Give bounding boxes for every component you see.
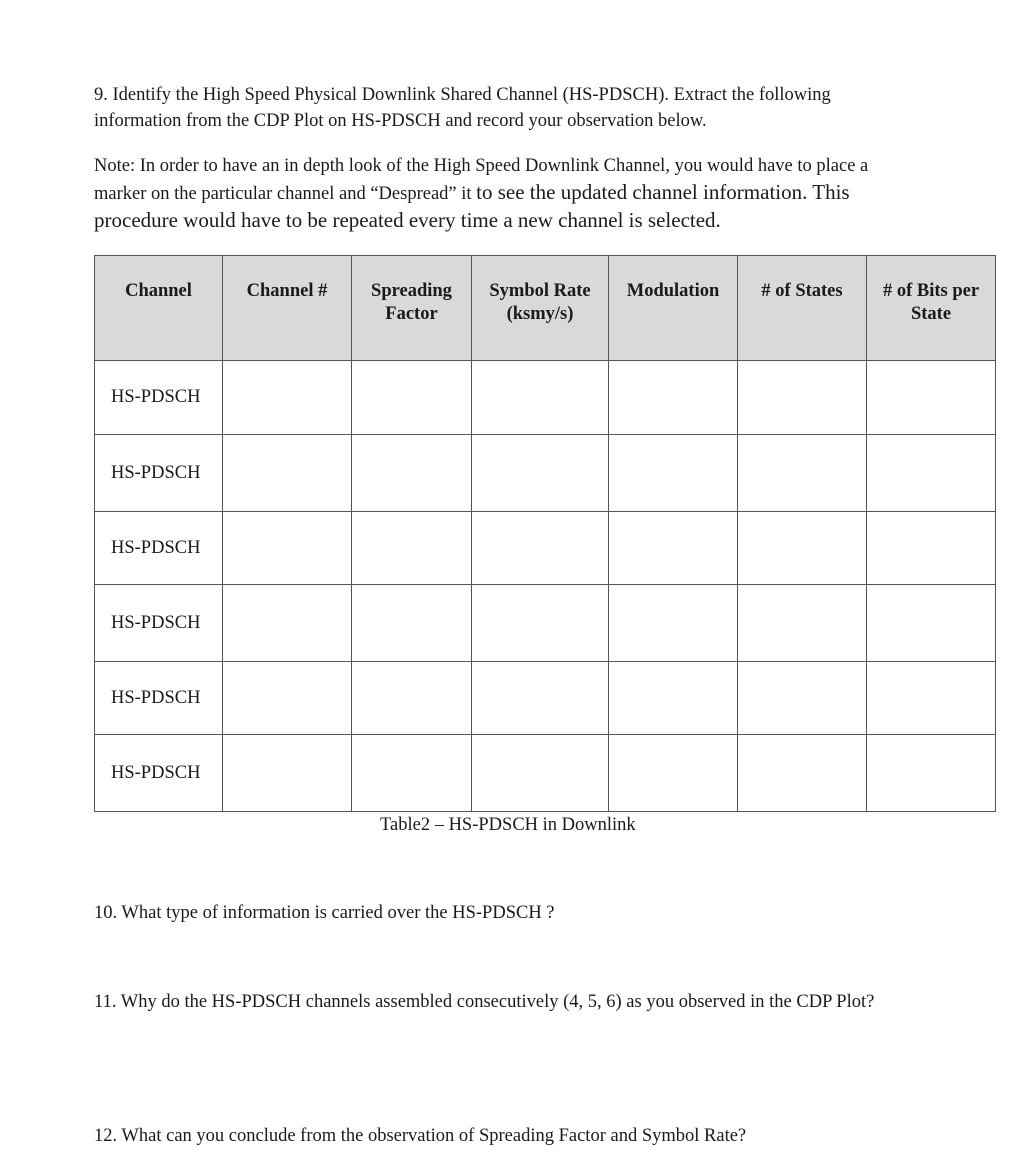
- channel-number-cell[interactable]: [223, 585, 352, 662]
- header-label: Channel: [125, 281, 192, 301]
- question-9-line-1: 9. Identify the High Speed Physical Downlink Shared Channel (HS-PDSCH). Extract the following: [94, 85, 831, 105]
- note-line-3: procedure would have to be repeated every time a new channel is selected.: [94, 208, 721, 232]
- table-row: [95, 361, 996, 435]
- table-row: [95, 662, 996, 735]
- question-9-text: [94, 82, 994, 134]
- channel-cell: HS-PDSCH: [95, 662, 223, 735]
- channel-cell: HS-PDSCH: [95, 585, 223, 662]
- header-label: # of Bits per: [882, 281, 980, 301]
- modulation-cell[interactable]: [609, 361, 738, 435]
- bits-per-state-cell[interactable]: [867, 585, 996, 662]
- bits-per-state-cell[interactable]: [867, 435, 996, 512]
- header-modulation: [609, 256, 738, 361]
- channel-cell: HS-PDSCH: [95, 435, 223, 512]
- channel-number-cell[interactable]: [223, 662, 352, 735]
- table-row: [95, 435, 996, 512]
- spreading-factor-cell[interactable]: [352, 512, 472, 585]
- header-label-line-2: State: [910, 304, 952, 324]
- table-header-row: [95, 256, 996, 361]
- table-row: [95, 512, 996, 585]
- hs-pdsch-table: [94, 255, 996, 812]
- spreading-factor-cell[interactable]: [352, 735, 472, 812]
- states-cell[interactable]: [738, 435, 867, 512]
- header-bits-per-state: [867, 256, 996, 361]
- states-cell[interactable]: [738, 361, 867, 435]
- header-label-line-2: (ksmy/s): [506, 304, 574, 324]
- header-label-line-2: Factor: [385, 304, 438, 324]
- table-row: [95, 585, 996, 662]
- bits-per-state-cell[interactable]: [867, 512, 996, 585]
- table-caption: Table2 – HS-PDSCH in Downlink: [380, 815, 636, 835]
- table-row: [95, 735, 996, 812]
- header-label: Symbol Rate: [489, 281, 591, 301]
- modulation-cell[interactable]: [609, 662, 738, 735]
- modulation-cell[interactable]: [609, 585, 738, 662]
- channel-cell: HS-PDSCH: [95, 361, 223, 435]
- states-cell[interactable]: [738, 585, 867, 662]
- modulation-cell[interactable]: [609, 435, 738, 512]
- spreading-factor-cell[interactable]: [352, 361, 472, 435]
- question-12-text: 12. What can you conclude from the observation of Spreading Factor and Symbol Rate?: [94, 1126, 747, 1146]
- header-symbol-rate: [472, 256, 609, 361]
- modulation-cell[interactable]: [609, 735, 738, 812]
- states-cell[interactable]: [738, 662, 867, 735]
- note-line-2-end: to see the updated channel information. This: [476, 180, 850, 204]
- header-spreading-factor: [352, 256, 472, 361]
- channel-cell: HS-PDSCH: [95, 512, 223, 585]
- symbol-rate-cell[interactable]: [472, 361, 609, 435]
- header-channel-number: [223, 256, 352, 361]
- note-line-2-start: marker on the particular channel and “Despread” it: [94, 184, 477, 204]
- symbol-rate-cell[interactable]: [472, 435, 609, 512]
- header-number-of-states: [738, 256, 867, 361]
- header-channel: [95, 256, 223, 361]
- symbol-rate-cell[interactable]: [472, 512, 609, 585]
- channel-number-cell[interactable]: [223, 435, 352, 512]
- spreading-factor-cell[interactable]: [352, 435, 472, 512]
- spreading-factor-cell[interactable]: [352, 662, 472, 735]
- question-11-text: 11. Why do the HS-PDSCH channels assembled consecutively (4, 5, 6) as you observed in the CDP Plot?: [94, 992, 875, 1012]
- header-label: Modulation: [626, 281, 720, 301]
- symbol-rate-cell[interactable]: [472, 662, 609, 735]
- symbol-rate-cell[interactable]: [472, 585, 609, 662]
- states-cell[interactable]: [738, 735, 867, 812]
- states-cell[interactable]: [738, 512, 867, 585]
- channel-number-cell[interactable]: [223, 735, 352, 812]
- symbol-rate-cell[interactable]: [472, 735, 609, 812]
- header-label: Channel #: [246, 281, 328, 301]
- bits-per-state-cell[interactable]: [867, 361, 996, 435]
- question-10-text: 10. What type of information is carried over the HS-PDSCH ?: [94, 903, 555, 923]
- channel-number-cell[interactable]: [223, 512, 352, 585]
- bits-per-state-cell[interactable]: [867, 662, 996, 735]
- channel-number-cell[interactable]: [223, 361, 352, 435]
- header-label: # of States: [761, 281, 843, 301]
- channel-cell: HS-PDSCH: [95, 735, 223, 812]
- bits-per-state-cell[interactable]: [867, 735, 996, 812]
- note-text: [94, 153, 974, 235]
- note-line-1: Note: In order to have an in depth look of the High Speed Downlink Channel, you would have to place a: [94, 156, 869, 176]
- spreading-factor-cell[interactable]: [352, 585, 472, 662]
- question-9-line-2: information from the CDP Plot on HS-PDSCH and record your observation below.: [94, 111, 707, 131]
- header-label: Spreading: [371, 281, 452, 301]
- modulation-cell[interactable]: [609, 512, 738, 585]
